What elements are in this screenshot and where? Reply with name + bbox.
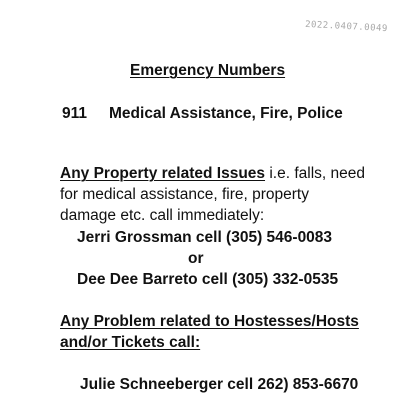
property-text-line3: damage etc. call immediately: (60, 207, 265, 224)
emergency-number: 911 (62, 105, 88, 122)
property-text-line2: for medical assistance, fire, property (60, 186, 309, 203)
hostess-heading-line1: Any Problem related to Hostesses/Hosts (60, 313, 359, 330)
hostess-contact: Julie Schneeberger cell 262) 853-6670 (80, 376, 359, 393)
emergency-services: Medical Assistance, Fire, Police (109, 105, 343, 122)
property-contact-2: Dee Dee Barreto cell (305) 332-0535 (77, 271, 339, 288)
hostess-heading-line2: and/or Tickets call: (60, 334, 201, 351)
or-separator: or (188, 250, 204, 267)
property-intro-line1 (60, 164, 365, 183)
property-heading: Any Property related Issues (60, 165, 266, 182)
property-text-line1: i.e. falls, need (265, 165, 365, 182)
property-contact-1: Jerri Grossman cell (305) 546-0083 (77, 229, 333, 246)
emergency-row (62, 104, 343, 123)
document-stamp: 2022.0407.0049 (304, 19, 389, 35)
page-title: Emergency Numbers (130, 62, 286, 79)
